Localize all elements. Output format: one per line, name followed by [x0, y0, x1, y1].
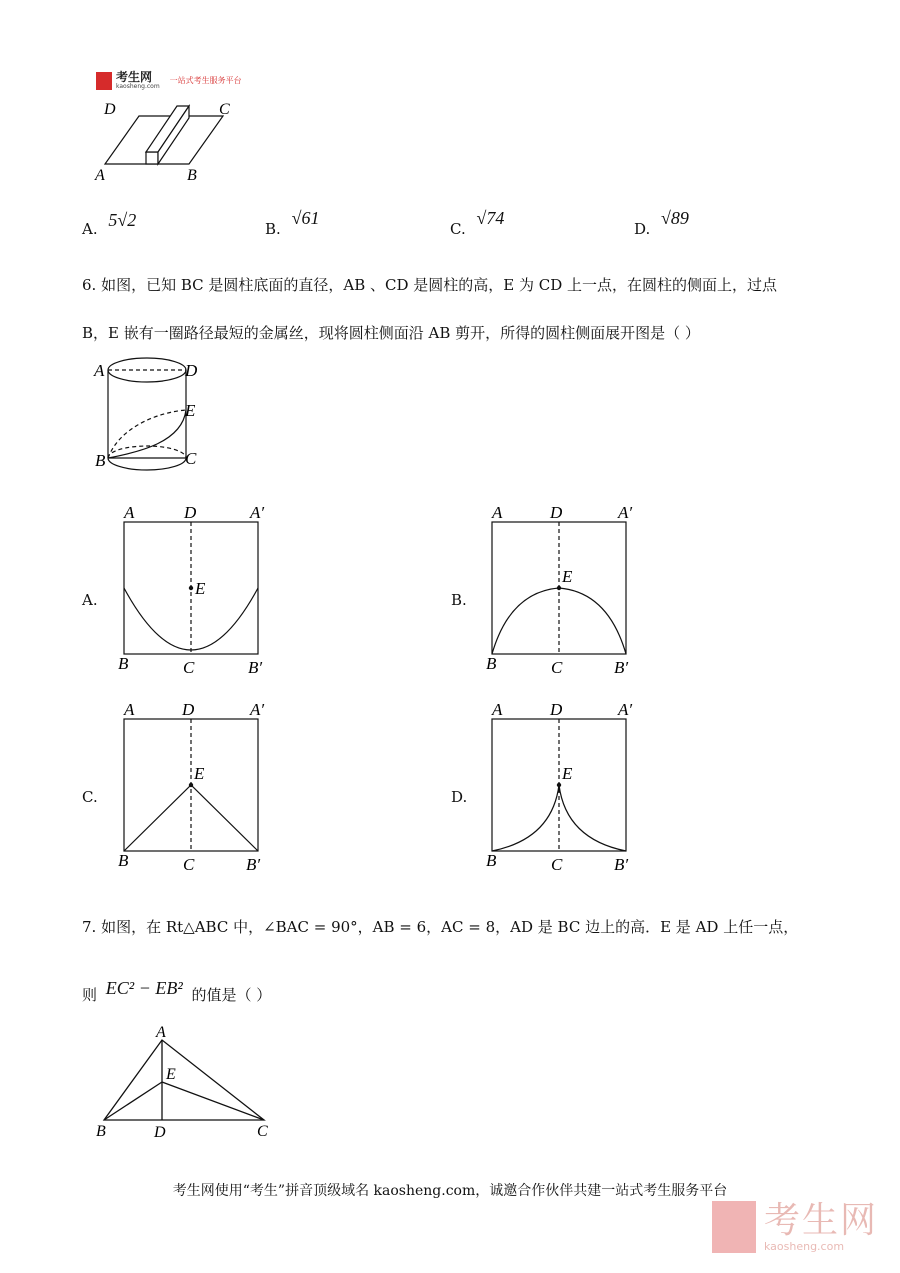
q6c-label-c: C	[183, 855, 195, 874]
q6-bottom-front-arc	[108, 458, 186, 470]
brand-logo-icon	[96, 72, 112, 90]
q6a-label-b: B	[118, 654, 129, 673]
q6c-label-a: A	[124, 700, 135, 719]
q6b-label-d: D	[550, 503, 563, 522]
q6b-label-e: E	[562, 567, 573, 586]
q6-wire-front	[108, 410, 186, 458]
q6-option-c-letter[interactable]: C.	[82, 788, 98, 806]
q6-option-b-figure	[480, 502, 640, 682]
q6d-label-b: B	[486, 851, 497, 870]
q6-question-line2: B，E 嵌有一圈路径最短的金属丝，现将圆柱侧面沿 AB 剪开，所得的圆柱侧面展开图是（ ）	[82, 324, 700, 342]
q7-question-line2	[82, 978, 272, 1005]
q7-label-c: C	[257, 1123, 268, 1140]
q7-triangle-figure	[90, 1024, 280, 1144]
q6-wire-back	[108, 410, 186, 458]
q6a-point-e	[189, 586, 193, 590]
q7-segment-ec	[162, 1082, 264, 1120]
q6b-label-bp: B′	[614, 658, 629, 677]
q6a-curve	[124, 588, 258, 650]
q5-label-a: A	[95, 167, 105, 184]
q6d-label-c: C	[551, 855, 563, 874]
q7-triangle-abc	[104, 1040, 264, 1120]
watermark-logo-icon	[712, 1201, 756, 1253]
q6a-label-c: C	[183, 658, 195, 677]
page-footer: 考生网使用“考生”拼音顶级域名 kaosheng.com，诚邀合作伙伴共建一站式考生服务平台	[172, 1183, 728, 1199]
q6-cyl-label-b: B	[95, 451, 106, 470]
q5-option-a-letter: A.	[82, 220, 98, 238]
q6d-point-e	[557, 783, 561, 787]
q6b-label-b: B	[486, 654, 497, 673]
q7-label-b: B	[96, 1123, 106, 1140]
brand-slogan: 一站式考生服务平台	[169, 76, 242, 85]
q6-option-a-figure	[112, 502, 272, 682]
q5-option-b-letter: B.	[265, 220, 281, 238]
q6d-label-d: D	[550, 700, 563, 719]
q6d-label-bp: B′	[614, 855, 629, 874]
q5-option-d-value: √89	[661, 208, 689, 228]
q5-option-d-letter: D.	[634, 220, 651, 238]
header-logo	[96, 71, 242, 90]
q6c-point-e	[189, 783, 193, 787]
q6-cyl-label-a: A	[94, 361, 105, 380]
q6b-label-ap: A′	[618, 503, 633, 522]
q6a-label-e: E	[195, 579, 206, 598]
q6-cylinder-figure	[90, 356, 210, 476]
q6c-label-bp: B′	[246, 855, 261, 874]
q6-option-a-letter[interactable]: A.	[82, 591, 98, 609]
q5-option-c[interactable]	[450, 208, 505, 239]
q5-option-a[interactable]	[82, 210, 137, 239]
q6d-label-ap: A′	[618, 700, 633, 719]
q5-option-d[interactable]	[634, 208, 689, 239]
watermark-logo	[712, 1201, 878, 1253]
brand-url: kaosheng.com	[116, 83, 160, 90]
q6c-label-e: E	[194, 764, 205, 783]
q6-option-d-letter[interactable]: D.	[451, 788, 468, 806]
q6-option-c-figure	[112, 699, 272, 879]
q6-option-b-letter[interactable]: B.	[451, 591, 467, 609]
q5-option-b-value: √61	[291, 208, 320, 228]
q6-question-line1: 6. 如图，已知 BC 是圆柱底面的直径，AB 、CD 是圆柱的高，E 为 CD 上一点，在圆柱的侧面上，过点	[82, 276, 778, 294]
q5-label-c: C	[219, 101, 230, 118]
q5-label-d: D	[104, 101, 116, 118]
q7-question-line1: 7. 如图，在 Rt△ABC 中，∠BAC = 90°，AB = 6，AC = 8，AD 是 BC 边上的高．E 是 AD 上任一点，	[82, 918, 799, 936]
watermark-brand-name: 考生网	[763, 1199, 878, 1241]
q5-figure	[90, 96, 250, 186]
q5-option-a-value: 5√2	[108, 210, 137, 230]
q5-option-c-letter: C.	[450, 220, 466, 238]
q6c-label-b: B	[118, 851, 129, 870]
q7-line2-math: EC² − EB²	[105, 978, 183, 998]
q6a-label-bp: B′	[248, 658, 263, 677]
q6d-label-a: A	[492, 700, 503, 719]
q6-cyl-label-c: C	[185, 449, 197, 468]
brand-name: 考生网	[116, 70, 153, 84]
q5-label-b: B	[187, 167, 197, 184]
q6-cyl-label-e: E	[185, 401, 196, 420]
q6-cyl-label-d: D	[185, 361, 198, 380]
q5-option-b[interactable]	[265, 208, 320, 239]
q7-segment-eb	[104, 1082, 162, 1120]
q6a-label-d: D	[184, 503, 197, 522]
q7-label-e: E	[166, 1066, 176, 1083]
q6b-label-c: C	[551, 658, 563, 677]
q5-option-c-value: √74	[476, 208, 505, 228]
q7-line2-suffix: 的值是（ ）	[191, 986, 272, 1004]
watermark-brand-url: kaosheng.com	[763, 1239, 845, 1253]
q6c-label-ap: A′	[250, 700, 265, 719]
q6a-label-ap: A′	[250, 503, 265, 522]
q6c-label-d: D	[182, 700, 195, 719]
q7-label-a: A	[156, 1024, 166, 1041]
q6a-label-a: A	[124, 503, 135, 522]
q7-label-d: D	[154, 1124, 166, 1141]
q7-line2-prefix: 则	[82, 986, 98, 1004]
q6b-label-a: A	[492, 503, 503, 522]
q6d-label-e: E	[562, 764, 573, 783]
q6-option-d-figure	[480, 699, 640, 879]
q6b-point-e	[557, 586, 561, 590]
q5-ridge-front	[146, 152, 158, 164]
